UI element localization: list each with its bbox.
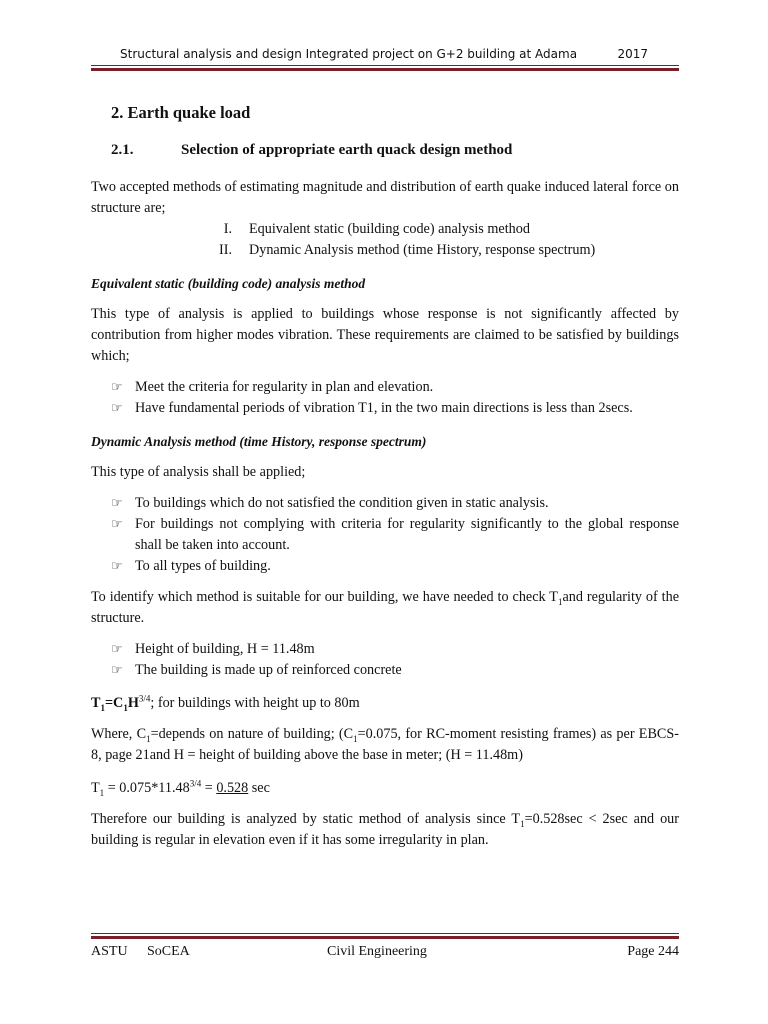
footer-department: Civil Engineering [327,944,427,959]
pointing-hand-icon: ☞ [111,496,123,511]
pointing-hand-icon: ☞ [111,517,123,532]
pointing-hand-icon: ☞ [111,559,123,574]
method-number: I. [223,221,232,237]
pointing-hand-icon: ☞ [111,401,123,416]
header-rule-thin [91,65,679,66]
footer-rule-thick [91,936,679,939]
method-text: Equivalent static (building code) analysis method [249,221,530,237]
footer-page-number: Page 244 [627,944,679,959]
header-title: Structural analysis and design Integrated project on G+2 building at Adama [120,47,578,61]
method-item-2 [91,240,679,261]
subsection-number: 2.1. [111,142,134,158]
period-calculation: $T_1 = 0.075*11.48^{3/4} = 0.528$ sec [91,778,270,798]
dynamic-method-paragraph: This type of analysis shall be applied; [91,464,306,480]
list-item: ☞ For buildings not complying with criteria for regularity significantly to the global response shall be taken into account. [111,516,679,553]
list-item: ☞ The building is made up of reinforced concrete [91,660,679,681]
static-criteria-list [91,377,679,419]
list-item: ☞ To buildings which do not satisfied the condition given in static analysis. [91,493,679,514]
footer-rule-thin [91,933,679,934]
pointing-hand-icon: ☞ [111,663,123,678]
list-item: ☞ Meet the criteria for regularity in plan and elevation. [91,377,679,398]
period-formula: $T_1=C_1H^{3/4}$; for buildings with height up to 80m [91,693,360,713]
method-item-1 [91,219,679,240]
list-item: ☞ Have fundamental periods of vibration T1, in the two main directions is less than 2secs. [91,398,679,419]
footer-org-2: SoCEA [147,944,190,959]
subsection-heading [111,140,679,162]
header-rule-thick [91,68,679,71]
conclusion-paragraph: Therefore our building is analyzed by static method of analysis since $T_1=0.528\sec < 2\sec$ and our building is regular in elevation even if it has some irregularity in plan. [91,811,679,848]
method-number: II. [219,242,232,258]
footer-org-1: ASTU [91,944,128,959]
static-method-heading: Equivalent static (building code) analysis method [91,276,366,291]
pointing-hand-icon: ☞ [111,642,123,657]
section-heading: 2. Earth quake load [111,103,251,122]
building-info-list [91,639,679,681]
header-year: 2017 [617,47,648,61]
dynamic-criteria-list [91,493,679,577]
calculation-result: 0.528 [216,780,249,796]
intro-paragraph: Two accepted methods of estimating magnitude and distribution of earth quake induced lateral force on structure are; [91,179,679,216]
method-text: Dynamic Analysis method (time History, response spectrum) [249,242,596,258]
identify-paragraph: To identify which method is suitable for our building, we have needed to check $T_1and$ regularity of the structure. [91,589,679,626]
subsection-title: Selection of appropriate earth quack design method [181,142,513,158]
list-item: ☞ Height of building, H = 11.48m [91,639,679,660]
list-item: ☞ To all types of building. [91,556,679,577]
page-content [91,100,679,851]
where-paragraph: Where, $C_1=depends$ on nature of building; ($C_1=0.075$, for RC-moment resisting frames) as per EBCS-8, page 21and H = height of building above the base in meter; (H = 11.48m) [91,726,679,763]
static-method-paragraph: This type of analysis is applied to buildings whose response is not significantly affected by contribution from higher modes vibration. These requirements are claimed to be satisfied by buildings which; [91,306,679,364]
pointing-hand-icon: ☞ [111,380,123,395]
dynamic-method-heading: Dynamic Analysis method (time History, response spectrum) [91,434,427,449]
